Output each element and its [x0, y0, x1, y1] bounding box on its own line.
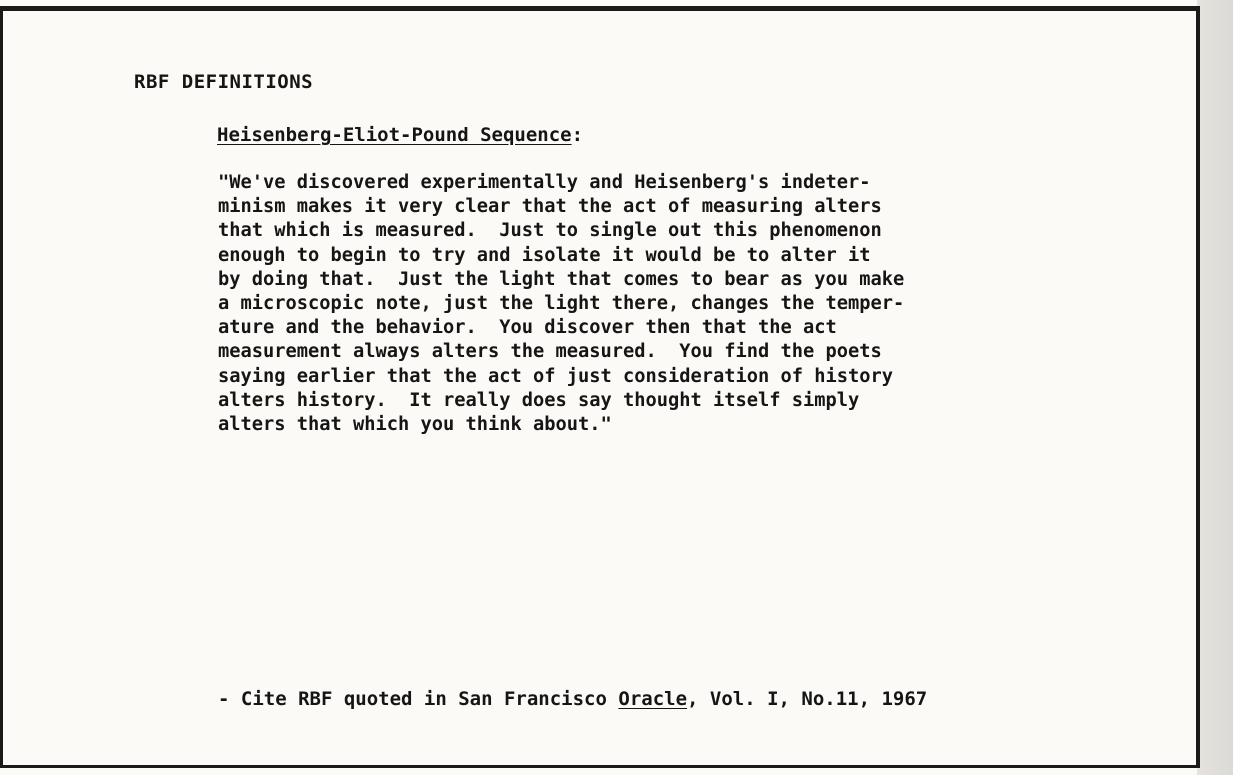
quote-block [218, 171, 1118, 437]
term-title-text: Heisenberg-Eliot-Pound Sequence [217, 124, 572, 146]
quote-line: by doing that. Just the light that comes to bear as you make [218, 268, 905, 290]
quote-line: "We've discovered experimentally and Heisenberg's indeter- [218, 172, 871, 193]
term-title-colon: : [571, 124, 584, 146]
definition-card [0, 6, 1200, 768]
term-title [217, 124, 583, 146]
quote-line: alters history. It really does say thought itself simply [218, 389, 860, 411]
quote-line: saying earlier that the act of just consideration of history [218, 365, 894, 387]
citation [218, 688, 927, 710]
quote-line: that which is measured. Just to single out this phenomenon [218, 220, 882, 242]
citation-suffix: , Vol. I, No.11, 1967 [687, 688, 928, 710]
quote-line: minism makes it very clear that the act of measuring alters [218, 196, 882, 218]
quote-line: enough to begin to try and isolate it would be to alter it [218, 244, 871, 266]
quote-line: alters that which you think about." [218, 414, 612, 436]
citation-publication: Oracle [618, 688, 688, 710]
quote-line: measurement always alters the measured. You find the poets [218, 341, 882, 363]
page-edge-shadow [1197, 0, 1233, 775]
citation-prefix: - Cite RBF quoted in San Francisco [218, 688, 619, 710]
quote-line: a microscopic note, just the light there, changes the temper- [218, 293, 905, 315]
quote-line: ature and the behavior. You discover then that the act [218, 317, 837, 339]
page-heading: RBF DEFINITIONS [134, 71, 314, 93]
